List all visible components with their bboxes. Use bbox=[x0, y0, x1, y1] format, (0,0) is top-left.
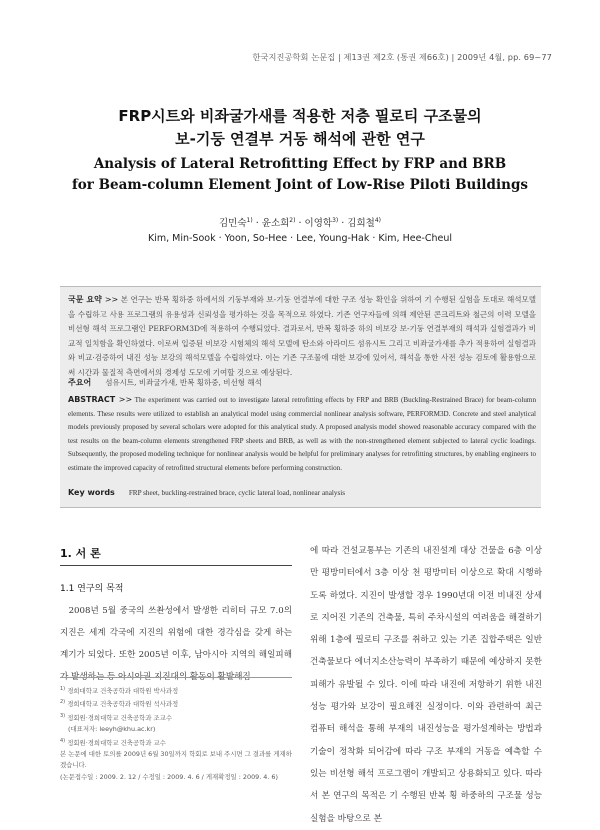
keywords-korean-label: 주요어 bbox=[68, 378, 92, 387]
footnote: $^{3)}$ 정회원·경희대학교 건축공학과 조교수 bbox=[60, 712, 173, 722]
footnote: $^{1)}$ 경희대학교 건축공학과 대학원 박사과정 bbox=[60, 686, 179, 696]
author-affiliation-mark: 1) bbox=[246, 216, 253, 224]
abstract-english-text: The experiment was carried out to investigate lateral retrofitting effects by FRP and BRB (Buckling-Restrained Brace) for beam-column elements. These results were utilized to establish an analytical model using commercial nonlinear analysis software, PERFORM3D. Concrete and steel analytical models previously proposed by several scholars were adopted for this analytical study. A proposed analysis model showed reasonable accuracy compared with the test results on the beam-column elements strengthened FRP sheets and BRB, as well as with the non-strengthened element subjected to lateral cyclic loadings. Subsequently, the proposed modeling technique for nonlinear analysis would be helpful for preliminary analyses for retrofitting structures, by enabling engineers to estimate the improved capacity of retrofitted structural elements before performing construction. bbox=[68, 396, 536, 472]
authors-korean bbox=[0, 215, 600, 229]
keywords-english-text: FRP sheet, buckling-restrained brace, cyclic lateral load, nonlinear analysis bbox=[128, 489, 346, 497]
author-affiliation-mark: 2) bbox=[289, 216, 296, 224]
title-english-line-2: for Beam-column Element Joint of Low-Rise Piloti Buildings bbox=[72, 177, 528, 193]
journal-citation: 한국지진공학회 논문집 | 제13권 제2호 (통권 제66호) | 2009년 4월, pp. 69~77 bbox=[252, 52, 552, 62]
keywords-english bbox=[68, 488, 345, 497]
body-paragraph: 2008년 5월 중국의 쓰촨성에서 발생한 리히터 규모 7.0의 지진은 세계 각국에 지진의 위험에 대한 경각심을 갖게 하는 계기가 되었다. 또한 2005년 이후, 남아시아 지역의 해일피해가 발생하는 등 아시아권 지진대의 활동이 활발해짐 bbox=[60, 606, 292, 682]
footnote-divider bbox=[60, 677, 292, 678]
footnote-dates: (논문접수일 : 2009. 2. 12 / 수정일 : 2009. 4. 6 / 게재확정일 : 2009. 4. 6) bbox=[60, 772, 278, 781]
footnotes bbox=[60, 684, 292, 783]
footnote: $^{4)}$ 정회원·경희대학교 건축공학과 교수 bbox=[60, 737, 166, 747]
body-right-column bbox=[310, 540, 542, 830]
keywords-korean bbox=[68, 377, 262, 388]
author-separator: · bbox=[338, 218, 348, 229]
footnote-discussion: 본 논문에 대한 토의를 2009년 6월 30일까지 학회로 보내 주시면 그 결과를 게재하겠습니다. bbox=[60, 749, 292, 770]
author-separator: · bbox=[252, 218, 262, 229]
author-name: 이영학 bbox=[304, 218, 333, 229]
author-name: 윤소희 bbox=[261, 218, 290, 229]
keywords-korean-text: 섬유시트, 비좌굴가새, 반복 횡하중, 비선형 해석 bbox=[105, 378, 262, 387]
title-korean-line-2: 보-기둥 연결부 거동 해석에 관한 연구 bbox=[175, 130, 425, 148]
abstract-korean-text: 본 연구는 반복 횡하중 하에서의 기둥부재와 보-기둥 연결부에 대한 구조 성능 확인을 위하여 기 수행된 실험을 토대로 해석모델을 수립하고 사용 프로그램의 유용성과 신뢰성을 평가하는 것을 목적으로 하였다. 기존 연구자들에 의해 제안된 콘크리트와 철근의 이력 모델을 비선형 해석 프로그램인 PERFORM3D에 적용하여 수행되었다. 결과로서, 반복 횡하중 하의 비보강 보-기둥 연결부재의 해석과 실험결과가 비교적 일치함을 확인하였다. 이로써 입증된 비보강 시험체의 해석 모델에 탄소와 아라미드 섬유시트 그리고 비좌굴가새를 추가 적용하여 실험결과와 비교·검증하여 내진 성능 보강의 해석모델을 수립하였다. 이는 기존 구조물에 대한 보강에 있어서, 해석을 통한 사전 성능 검토에 활용함으로써 시간과 물질적 측면에서의 경제성 도모에 기여할 것으로 예상된다. bbox=[68, 295, 536, 377]
footnote-contact: (대표저자: leeyh@khu.ac.kr) bbox=[68, 725, 156, 734]
author-name: 김희철 bbox=[347, 218, 375, 229]
body-paragraph: 에 따라 건설교통부는 기존의 내진설계 대상 건물을 6층 이상 만 평방미터에서 3층 이상 천 평방미터 이상으로 확대 시행하도록 하였다. 지진이 발생할 경우 1990년대 이전 비내진 상세로 지어진 기존의 건축물, 특히 주차시설의 여려움을 해결하기 위해 1층에 필로티 구조를 취하고 있는 기존 집합주택은 일반 건축물보다 에너지소산능력이 부족하기 때문에 예상하지 못한 피해가 유발될 수 있다. 이에 따라 내진에 저항하기 위한 내진성능 평가와 보강이 필요해진 실정이다. 이와 관련하여 최근 컴퓨터 해석을 통해 부재의 내진성능을 평가설계하는 방법과 기술이 정착화 되어감에 따라 구조 부재의 거동을 예측할 수 있는 비선형 해석 프로그램이 개발되고 상용화되고 있다. 따라서 본 연구의 목적은 기 수행된 반복 횡 하중하의 구조물 성능 실험을 바탕으로 본 bbox=[310, 546, 542, 824]
journal-header bbox=[0, 0, 600, 78]
subsection-heading: 1.1 연구의 목적 bbox=[60, 584, 124, 594]
keywords-english-label: Key words bbox=[68, 488, 115, 497]
abstract-korean bbox=[68, 293, 536, 381]
abstract-english-label: ABSTRACT >> bbox=[68, 395, 133, 404]
abstract-korean-label: 국문 요약 >> bbox=[68, 295, 119, 304]
body-left-column bbox=[60, 600, 292, 688]
title-english-line-1: Analysis of Lateral Retrofitting Effect by FRP and BRB bbox=[93, 156, 507, 172]
title-korean-line-1: FRP시트와 비좌굴가새를 적용한 저층 필로티 구조물의 bbox=[118, 107, 482, 125]
author-affiliation-mark: 4) bbox=[374, 216, 381, 224]
section-heading: 1. 서 론 bbox=[60, 547, 101, 560]
abstract-english bbox=[68, 393, 536, 476]
author-affiliation-mark: 3) bbox=[332, 216, 339, 224]
section-rule bbox=[60, 565, 292, 566]
author-separator: · bbox=[295, 218, 305, 229]
authors-english: Kim, Min-Sook · Yoon, So-Hee · Lee, Young-Hak · Kim, Hee-Cheul bbox=[147, 233, 453, 244]
author-name: 김민숙 bbox=[219, 218, 247, 229]
footnote: $^{2)}$ 경희대학교 건축공학과 대학원 석사과정 bbox=[60, 699, 179, 709]
